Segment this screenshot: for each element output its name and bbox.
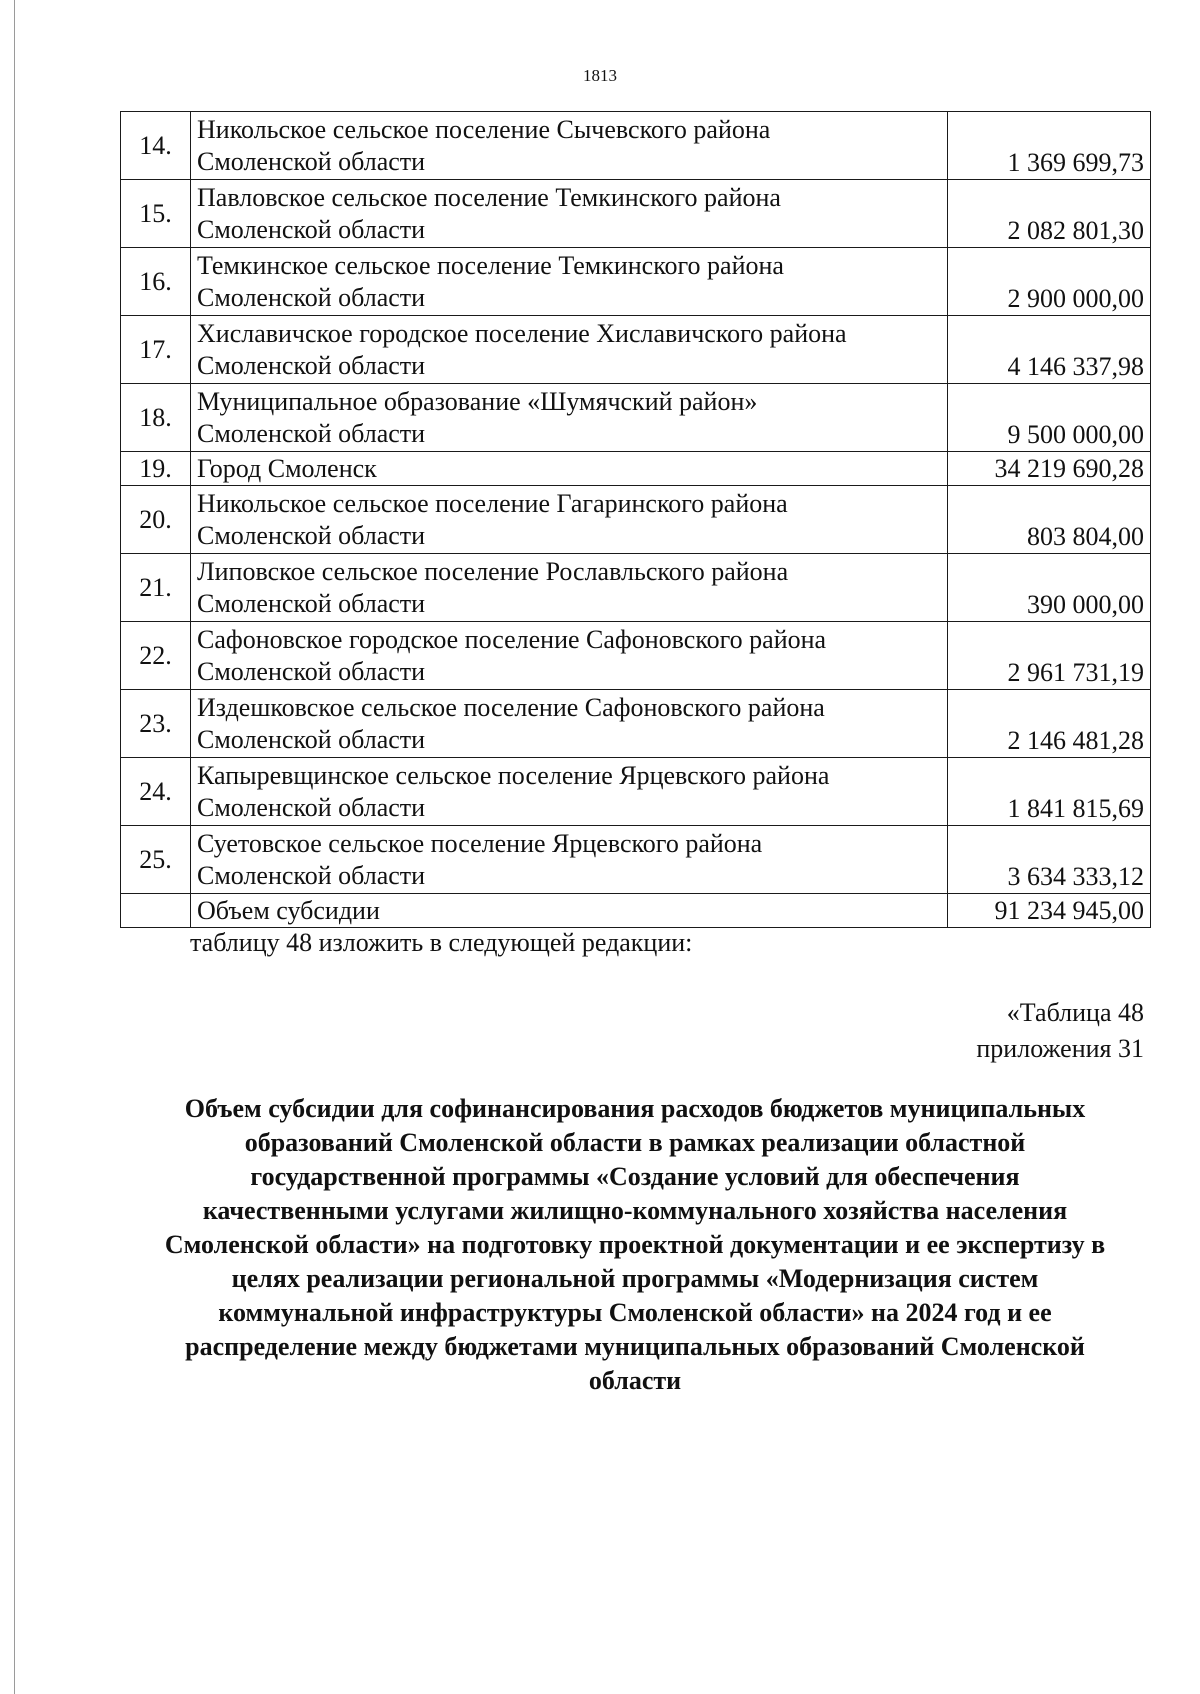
municipality-name-line: Хиславичское городское поселение Хиславичского района xyxy=(197,318,847,348)
table-body xyxy=(121,112,1151,928)
table-reference xyxy=(976,995,1144,1067)
subsidy-amount-cell: 34 219 690,28 xyxy=(948,452,1151,486)
row-number-cell: 20. xyxy=(121,486,191,554)
subsidy-amount-cell: 1 369 699,73 xyxy=(948,112,1151,180)
municipality-name-line: Город Смоленск xyxy=(197,453,377,483)
municipality-name-line: Смоленской области xyxy=(197,792,426,822)
heading-line: образований Смоленской области в рамках реализации областной xyxy=(244,1128,1026,1157)
table-row xyxy=(121,554,1151,622)
municipality-name-line: Сафоновское городское поселение Сафоновского района xyxy=(197,624,827,654)
municipality-name-cell xyxy=(191,758,948,826)
municipality-name-cell xyxy=(191,690,948,758)
table-total-row xyxy=(121,894,1151,928)
municipality-name-cell xyxy=(191,316,948,384)
page-edge-line xyxy=(14,0,15,1694)
subsidy-amount-cell: 390 000,00 xyxy=(948,554,1151,622)
table-row xyxy=(121,452,1151,486)
row-number-cell: 19. xyxy=(121,452,191,486)
heading-line: распределение между бюджетами муниципальных образований Смоленской xyxy=(185,1332,1085,1361)
total-num-cell xyxy=(121,894,191,928)
table-heading xyxy=(110,1092,1160,1398)
subsidy-amount-cell: 3 634 333,12 xyxy=(948,826,1151,894)
municipality-name-cell xyxy=(191,452,948,486)
row-number-cell: 25. xyxy=(121,826,191,894)
table-row xyxy=(121,690,1151,758)
table-row xyxy=(121,486,1151,554)
table-row xyxy=(121,248,1151,316)
heading-line: государственной программы «Создание условий для обеспечения xyxy=(250,1162,1020,1191)
subsidy-amount-cell: 2 961 731,19 xyxy=(948,622,1151,690)
municipality-name-line: Темкинское сельское поселение Темкинского района xyxy=(197,250,784,280)
heading-line: Смоленской области» на подготовку проектной документации и ее экспертизу в xyxy=(164,1230,1106,1259)
municipality-name-line: Липовское сельское поселение Рославльского района xyxy=(197,556,789,586)
table-row xyxy=(121,758,1151,826)
municipality-name-line: Смоленской области xyxy=(197,214,426,244)
heading-line: коммунальной инфраструктуры Смоленской области» на 2024 год и ее xyxy=(218,1298,1052,1327)
row-number-cell: 15. xyxy=(121,180,191,248)
municipality-name-line: Павловское сельское поселение Темкинского района xyxy=(197,182,781,212)
subsidy-amount-cell: 2 146 481,28 xyxy=(948,690,1151,758)
municipality-name-line: Издешковское сельское поселение Сафоновского района xyxy=(197,692,825,722)
subsidy-amount-cell: 9 500 000,00 xyxy=(948,384,1151,452)
row-number-cell: 24. xyxy=(121,758,191,826)
heading-line: целях реализации региональной программы «Модернизация систем xyxy=(231,1264,1039,1293)
row-number-cell: 14. xyxy=(121,112,191,180)
table-row xyxy=(121,384,1151,452)
municipality-name-line: Капыревщинское сельское поселение Ярцевского района xyxy=(197,760,830,790)
municipality-name-line: Муниципальное образование «Шумячский район» xyxy=(197,386,758,416)
municipality-name-cell xyxy=(191,180,948,248)
row-number-cell: 21. xyxy=(121,554,191,622)
instruction-text: таблицу 48 изложить в следующей редакции: xyxy=(190,928,693,957)
municipality-name-line: Смоленской области xyxy=(197,724,426,754)
table-reference-line-1: «Таблица 48 xyxy=(1006,998,1144,1027)
municipality-name-line: Смоленской области xyxy=(197,146,426,176)
table-row xyxy=(121,316,1151,384)
municipality-name-cell xyxy=(191,554,948,622)
table-row xyxy=(121,112,1151,180)
subsidy-amount-cell: 2 900 000,00 xyxy=(948,248,1151,316)
municipality-name-line: Смоленской области xyxy=(197,656,426,686)
row-number-cell: 23. xyxy=(121,690,191,758)
municipality-name-line: Никольское сельское поселение Сычевского района xyxy=(197,114,771,144)
row-number-cell: 18. xyxy=(121,384,191,452)
municipality-name-line: Смоленской области xyxy=(197,418,426,448)
municipality-name-line: Смоленской области xyxy=(197,350,426,380)
row-number-cell: 17. xyxy=(121,316,191,384)
municipality-name-cell xyxy=(191,486,948,554)
municipality-name-line: Смоленской области xyxy=(197,282,426,312)
row-number-cell: 16. xyxy=(121,248,191,316)
table-row xyxy=(121,180,1151,248)
subsidy-amount-cell: 1 841 815,69 xyxy=(948,758,1151,826)
table-row xyxy=(121,826,1151,894)
municipality-name-cell xyxy=(191,384,948,452)
subsidy-amount-cell: 4 146 337,98 xyxy=(948,316,1151,384)
page-number: 1813 xyxy=(583,66,617,85)
municipality-name-cell xyxy=(191,622,948,690)
row-number-cell: 22. xyxy=(121,622,191,690)
municipality-name-cell xyxy=(191,112,948,180)
heading-line: Объем субсидии для софинансирования расходов бюджетов муниципальных xyxy=(184,1094,1086,1123)
table-reference-line-2: приложения 31 xyxy=(976,1034,1144,1063)
subsidy-amount-cell: 2 082 801,30 xyxy=(948,180,1151,248)
total-label-cell: Объем субсидии xyxy=(191,894,948,928)
table-row xyxy=(121,622,1151,690)
heading-line: области xyxy=(588,1366,682,1395)
total-amount-cell: 91 234 945,00 xyxy=(948,894,1151,928)
subsidy-amount-cell: 803 804,00 xyxy=(948,486,1151,554)
subsidy-table xyxy=(120,111,1151,928)
municipality-name-line: Суетовское сельское поселение Ярцевского района xyxy=(197,828,763,858)
municipality-name-line: Смоленской области xyxy=(197,520,426,550)
municipality-name-line: Смоленской области xyxy=(197,588,426,618)
municipality-name-cell xyxy=(191,826,948,894)
municipality-name-line: Никольское сельское поселение Гагаринского района xyxy=(197,488,788,518)
heading-line: качественными услугами жилищно-коммунального хозяйства населения xyxy=(202,1196,1068,1225)
municipality-name-line: Смоленской области xyxy=(197,860,426,890)
municipality-name-cell xyxy=(191,248,948,316)
